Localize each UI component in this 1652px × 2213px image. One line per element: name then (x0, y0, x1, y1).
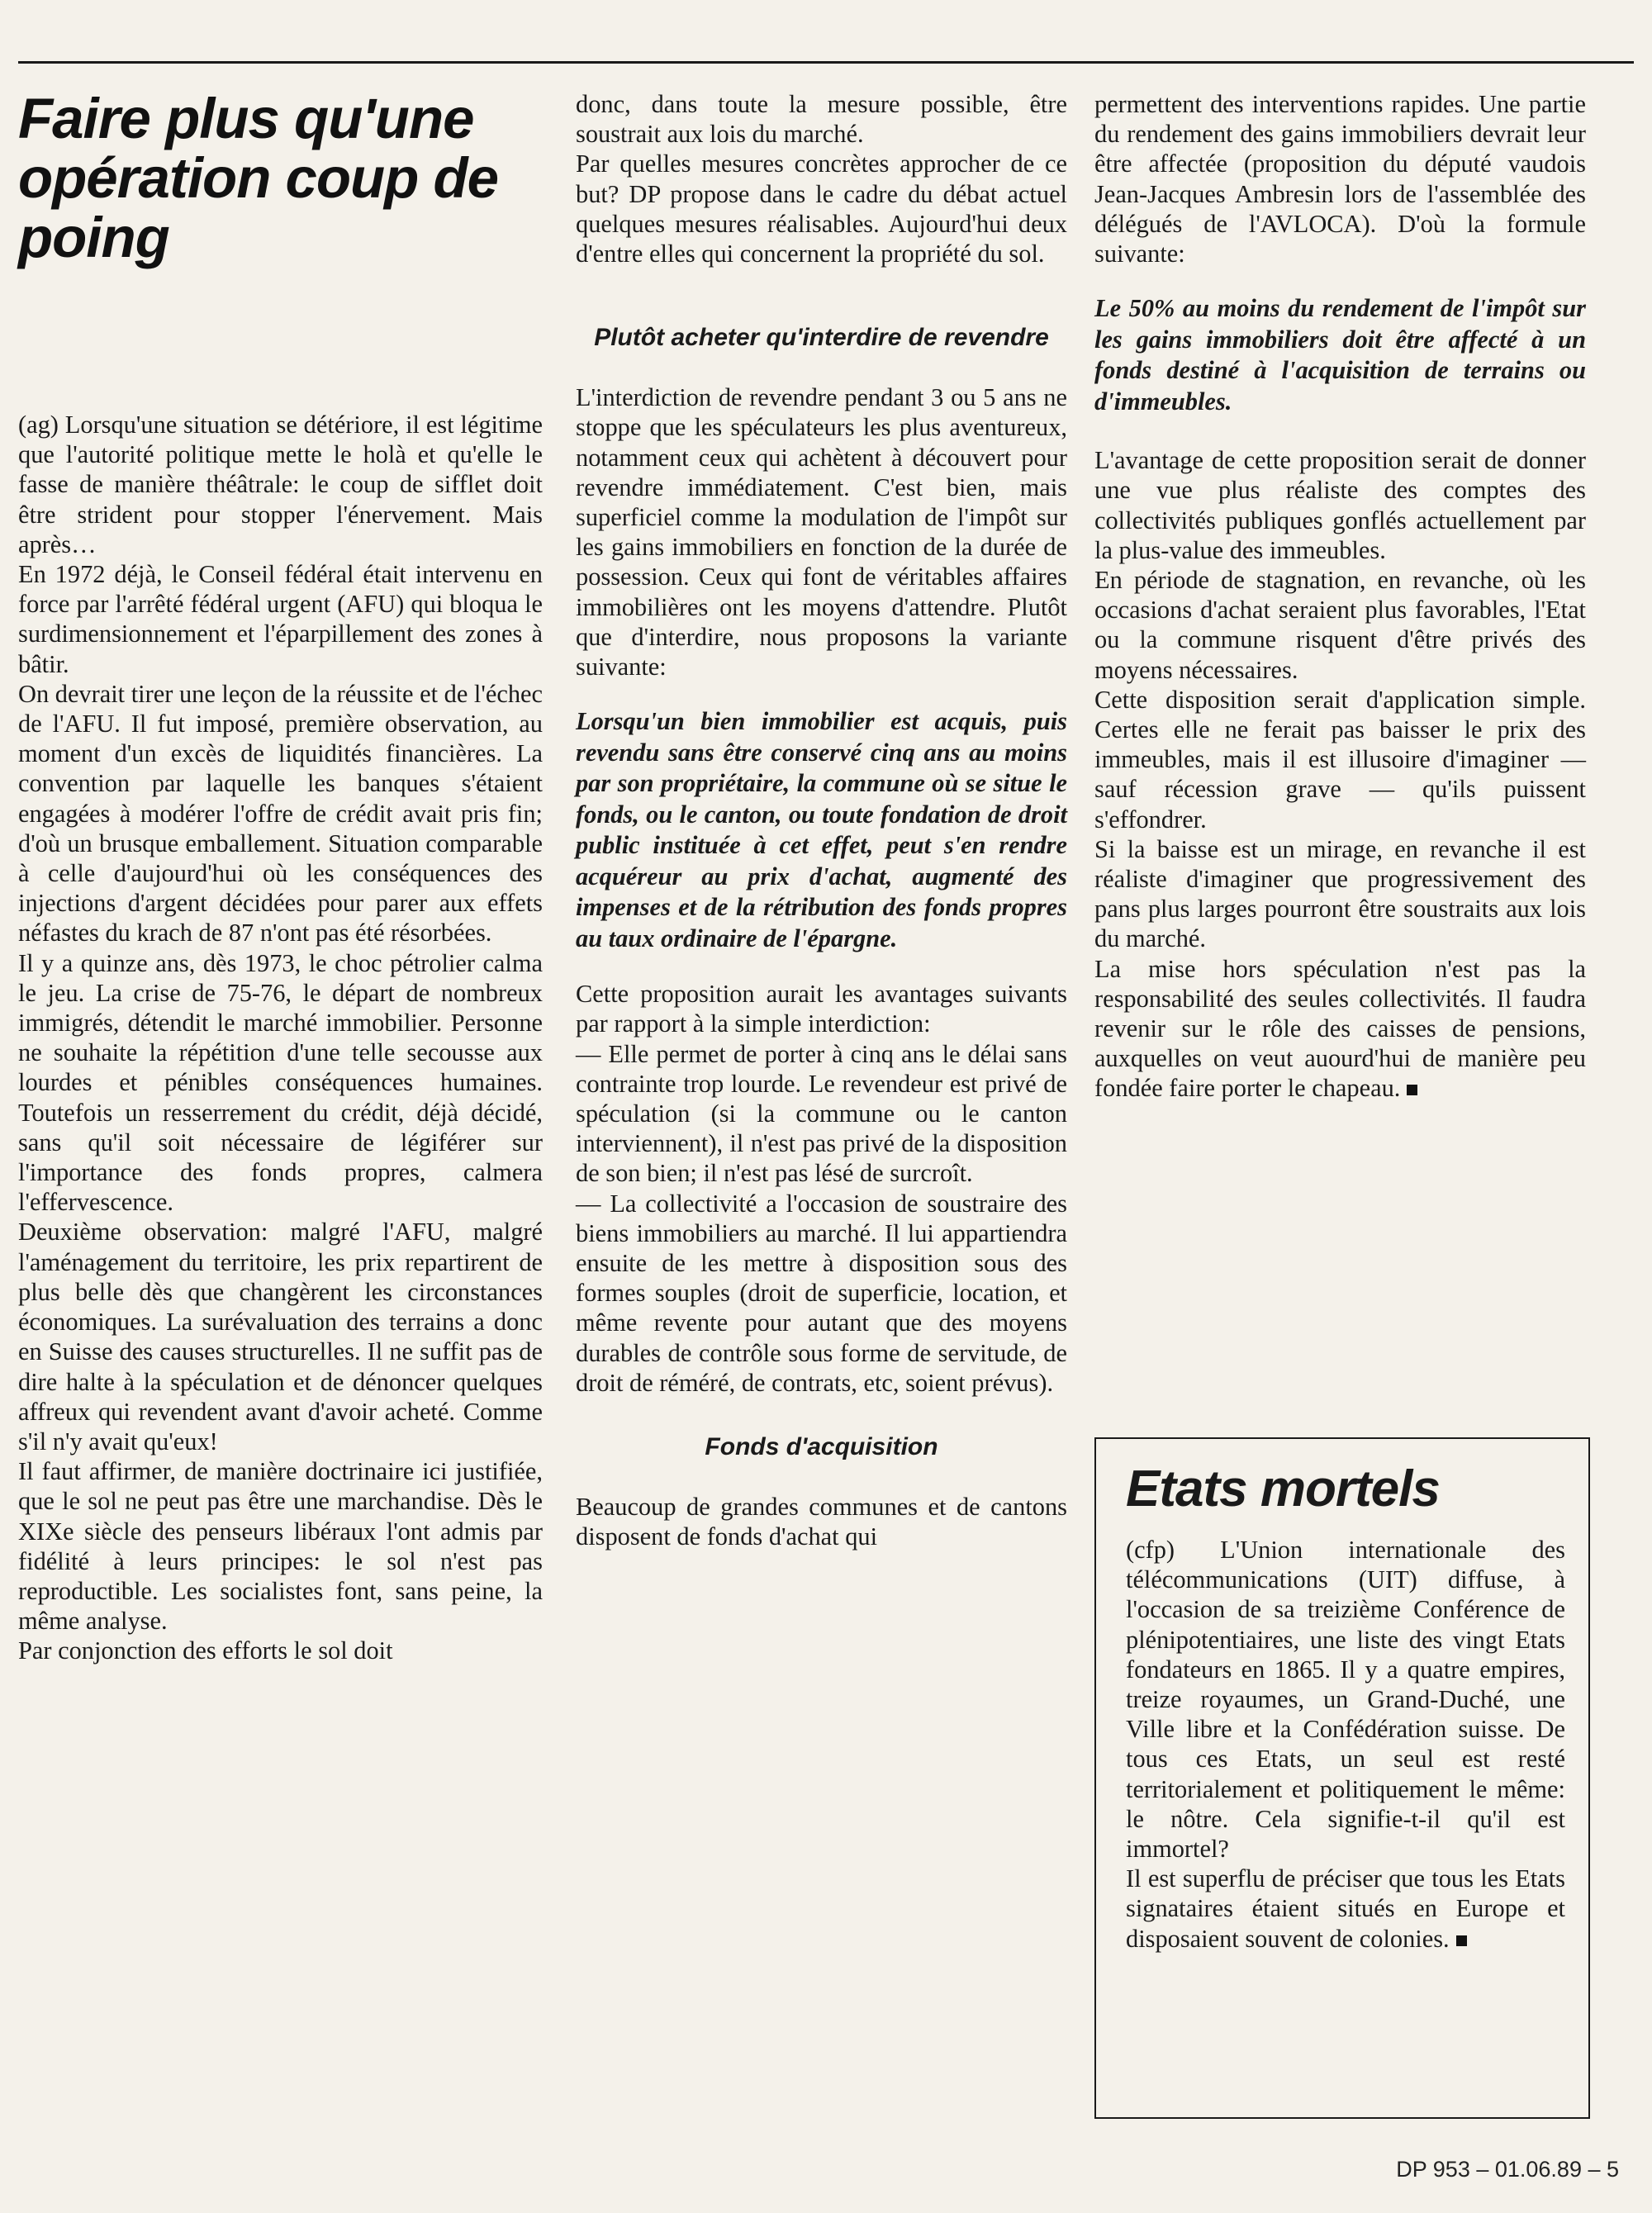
body-paragraph: (ag) Lorsqu'une situation se détériore, il est légitime que l'autorité politique mette le holà et qu'elle le fasse de manière théâtrale: le coup de sifflet doit être strident pour stopper l'énervement. Mais après… (18, 411, 543, 558)
body-paragraph: Il faut affirmer, de manière doctrinaire ici justifiée, que le sol ne peut pas être une marchandise. Dès le XIXe siècle des penseurs libéraux l'ont admis par fidélité à leurs principes: le sol n'est pas reproductible. Les socialistes font, sans peine, la même analyse. (18, 1457, 543, 1636)
body-paragraph (1094, 954, 1586, 1104)
top-rule (18, 61, 1634, 64)
section-subhead: Fonds d'acquisition (705, 1433, 938, 1461)
body-paragraph: En 1972 déjà, le Conseil fédéral était intervenu en force par l'arrêté fédéral urgent (AFU) qui bloqua le surdimensionnement et l'éparpillement des zones à bâtir. (18, 560, 543, 678)
body-paragraph: On devrait tirer une leçon de la réussite et de l'échec de l'AFU. Il fut imposé, première observation, au moment d'un excès de liquidités financières. La convention par laquelle les banques s'étaient engagées à modérer l'offre de crédit avait pris fin; d'où un brusque emballement. Situation comparable à celle d'aujourd'hui où les conséquences des injections d'argent décidées pour parer aux effets néfastes du krach de 87 n'ont pas été résorbées. (18, 679, 543, 947)
body-paragraph: Cette disposition serait d'application simple. Certes elle ne ferait pas baisser le prix des immeubles, mais il est illusoire d'imaginer — sauf récession grave — qu'ils puissent s'effondrer. (1094, 685, 1586, 833)
page-footer: DP 953 – 01.06.89 – 5 (1396, 2157, 1619, 2182)
body-paragraph: En période de stagnation, en revanche, où les occasions d'achat seraient plus favorables, l'Etat ou la commune risquent d'être privés des moyens nécessaires. (1094, 566, 1586, 684)
body-paragraph: Deuxième observation: malgré l'AFU, malgré l'aménagement du territoire, les prix repartirent de plus belle dès que changèrent les circonstances économiques. La surévaluation des terrains a donc en Suisse des causes structurelles. Il ne suffit pas de dire halte à la spéculation et de dénoncer quelques affreux qui revendent avant d'avoir acheté. Comme s'il n'y avait qu'eux! (18, 1218, 543, 1456)
end-mark-icon (1456, 1935, 1467, 1946)
body-paragraph: L'avantage de cette proposition serait de donner une vue plus réaliste des comptes des collectivités publiques gonflés actuellement par la plus-value des immeubles. (1094, 446, 1586, 564)
body-paragraph: Cette proposition aurait les avantages suivants par rapport à la simple interdiction: (576, 980, 1067, 1038)
body-paragraph: Il y a quinze ans, dès 1973, le choc pétrolier calma le jeu. La crise de 75-76, le départ de nombreux immigrés, détendit le marché immobilier. Personne ne souhaite la répétition d'une telle secousse aux lourdes et pénibles conséquences humaines. Toutefois un resserrement du crédit, déjà décidé, sans qu'il soit nécessaire de légiférer sur l'importance des fonds propres, calmera l'effervescence. (18, 948, 543, 1217)
proposal-quote: Lorsqu'un bien immobilier est acquis, puis revendu sans être conservé cinq ans au moins par son propriétaire, la commune où se situe le fonds, ou le canton, ou toute fondation de droit public instituée à cet effet, peut s'en rendre acquéreur au prix d'achat, augmenté des impenses et de la rétribution des fonds propres au taux ordinaire de l'épargne. (576, 707, 1067, 952)
box-title: Etats mortels (1126, 1460, 1440, 1517)
body-paragraph: Si la baisse est un mirage, en revanche il est réaliste d'imaginer que progressivement des pans plus larges pourront être soustraits aux lois du marché. (1094, 834, 1586, 953)
article-title: Faire plus qu'une opération coup de poing (18, 87, 499, 269)
body-paragraph: Par conjonction des efforts le sol doit (18, 1636, 393, 1665)
body-paragraph: Beaucoup de grandes communes et de cantons disposent de fonds d'achat qui (576, 1493, 1067, 1551)
column-1 (18, 89, 543, 1666)
body-paragraph: permettent des interventions rapides. Une partie du rendement des gains immobiliers devrait leur être affectée (proposition du député vaudois Jean-Jacques Ambresin lors de l'assemblée des délégués de l'AVLOCA). D'où la formule suivante: (1094, 90, 1586, 268)
body-paragraph: (cfp) L'Union internationale des télécommunications (UIT) diffuse, à l'occasion de sa treizième Conférence de plénipotentiaires, une liste des vingt Etats fondateurs en 1865. Il y a quatre empires, treize royaumes, un Grand-Duché, une Ville libre et la Confédération suisse. De tous ces Etats, un seul est resté territorialement et politiquement le même: le nôtre. Cela signifie-t-il qu'il est immortel? (1126, 1536, 1565, 1864)
body-paragraph: L'interdiction de revendre pendant 3 ou 5 ans ne stoppe que les spéculateurs les plus aventureux, notamment ceux qui achètent à découvert pour revendre immédiatement. C'est bien, mais superficiel comme la modulation de l'impôt sur les gains immobiliers en fonction de la durée de possession. Ceux qui font de véritables affaires immobilières ont les moyens d'attendre. Plutôt que d'interdire, nous proposons la variante suivante: (576, 383, 1067, 681)
column-3 (1094, 89, 1586, 1104)
end-mark-icon (1407, 1085, 1417, 1095)
section-subhead: Plutôt acheter qu'interdire de revendre (594, 324, 1049, 352)
body-paragraph-text: Il est superflu de préciser que tous les Etats signataires étaient situés en Europe et disposaient souvent de colonies. (1126, 1864, 1565, 1953)
body-paragraph: — La collectivité a l'occasion de soustraire des biens immobiliers au marché. Il lui appartiendra ensuite de les mettre à disposition sous des formes souples (droit de superficie, location, et même revente pour autant que des moyens durables de contrôle sous forme de servitude, de droit de réméré, de contrats, etc, soient prévus). (576, 1189, 1067, 1397)
body-paragraph: — Elle permet de porter à cinq ans le délai sans contrainte trop lourde. Le revendeur est privé de spéculation (si la commune ou le canton interviennent), il n'est pas privé de la disposition de son bien; il n'est pas lésé de surcroît. (576, 1039, 1067, 1188)
column-2 (576, 89, 1067, 1552)
body-paragraph: donc, dans toute la mesure possible, être soustrait aux lois du marché. (576, 90, 1067, 149)
body-paragraph (1126, 1864, 1565, 1954)
sidebar-article-box (1094, 1437, 1590, 2119)
body-paragraph: Par quelles mesures concrètes approcher de ce but? DP propose dans le cadre du débat actuel quelques mesures réalisables. Aujourd'hui deux d'entre elles qui concernent la propriété du sol. (576, 150, 1067, 268)
proposal-quote: Le 50% au moins du rendement de l'impôt sur les gains immobiliers doit être affecté à un fonds destiné à l'acquisition de terrains ou d'immeubles. (1094, 294, 1586, 416)
body-paragraph-text: La mise hors spéculation n'est pas la responsabilité des seules collectivités. Il faudra revenir sur le rôle des caisses de pensions, auxquelles on veut auourd'hui de manière peu fondée faire porter le chapeau. (1094, 954, 1586, 1103)
